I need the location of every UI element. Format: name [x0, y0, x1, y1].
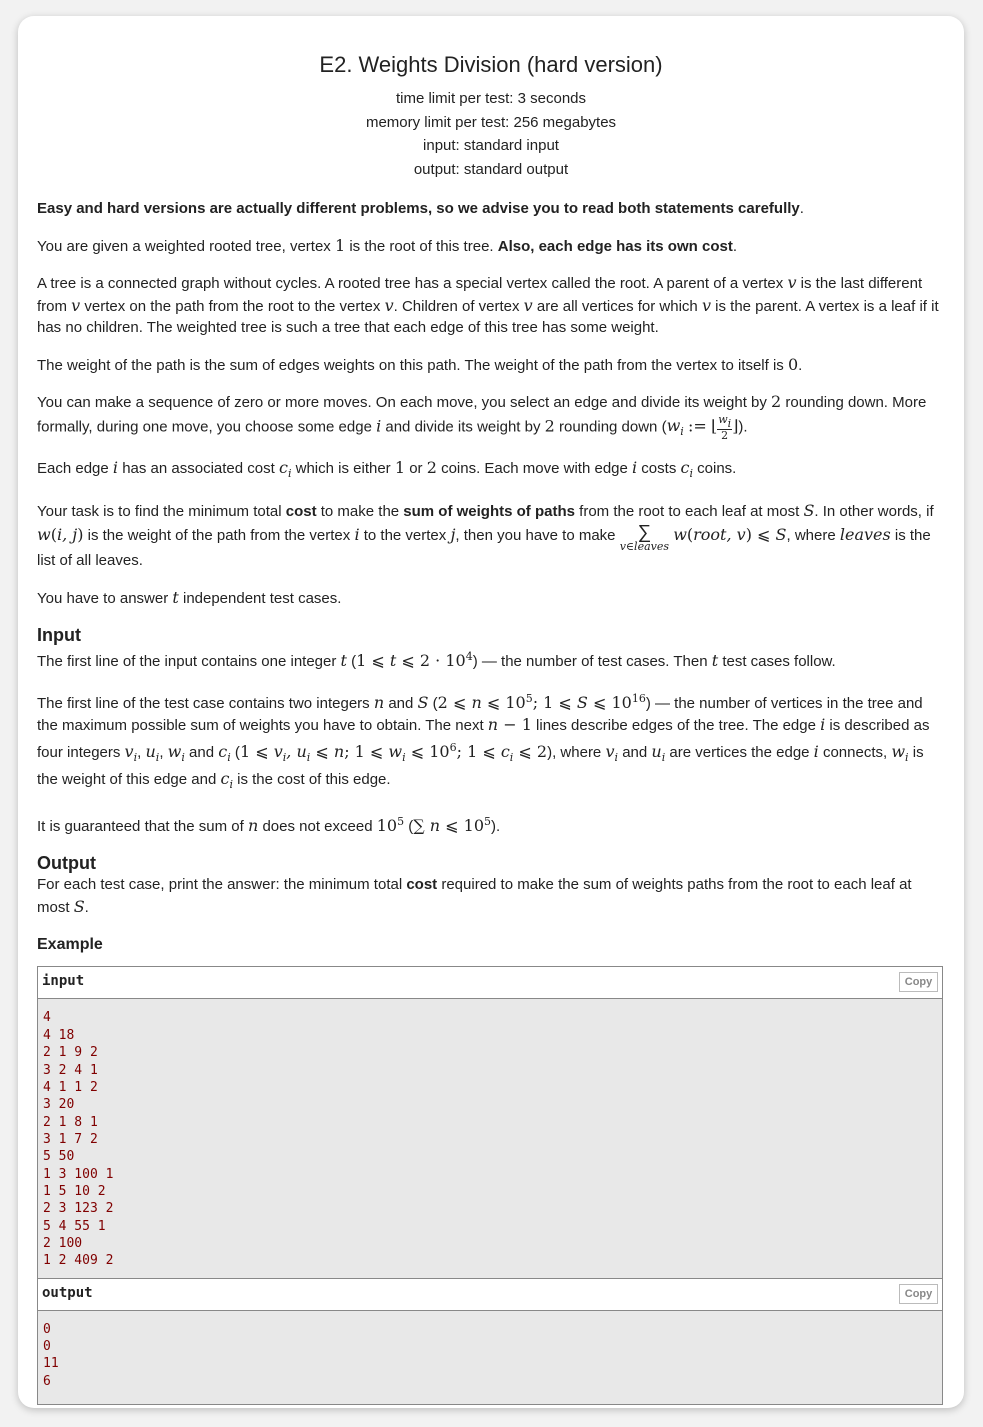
example-heading: Example [37, 936, 103, 954]
input-paragraph-3: It is guaranteed that the sum of n does not exceed $10^5$ (∑ n ⩽ $10^5$). [37, 814, 501, 835]
statement-paragraph-6: Your task is to find the minimum total cost to make the sum of weights of paths from the root to each leaf at most S. In other words, if w(i, j) is the weight of the path from the vertex i to the vertex j, then you have to make ∑ v∈leaves w(root, v) ⩽ S, where leaves is the list of all leaves. [37, 500, 934, 570]
sample-output-text[interactable]: 0 0 11 6 [38, 1311, 942, 1404]
statement-paragraph-3: The weight of the path is the sum of edges weights on this path. The weight of the path from the vertex to itself is 0. [37, 354, 803, 374]
input-paragraph-2: The first line of the test case contains two integers n and S (2 ⩽ n ⩽ $10^5$; 1 ⩽ S ⩽ $10^{16}$) — the number of vertices in the tree and the maximum possible sum of weights you have to obtain. The next n − 1 lines describe edges of the tree. The edge i is described as four integers $v_i$, $u_i$, $w_i$ and $c_i$ (1 ⩽ $v_i$, $u_i$ ⩽ n; 1 ⩽ $w_i$ ⩽ $10^6$; 1 ⩽ $c_i$ ⩽ 2), where $v_i$ and $u_i$ are vertices the edge i connects, $w_i$ is the weight of this edge and $c_i$ is the cost of this edge. [37, 691, 930, 792]
output-file: output: standard output [413, 160, 569, 178]
output-paragraph: For each test case, print the answer: the minimum total cost required to make the sum of weights paths from the root to each leaf at most S. [37, 876, 912, 916]
input-paragraph-1: The first line of the input contains one integer t (1 ⩽ t ⩽ $2 \cdot 10^4$) — the number of test cases. Then t test cases follow. [37, 650, 836, 671]
copy-output-button[interactable]: Copy [899, 1284, 938, 1304]
memory-limit: memory limit per test: 256 megabytes [365, 113, 617, 131]
problem-title: E2. Weights Division (hard version) [319, 52, 663, 77]
statement-paragraph-4: You can make a sequence of zero or more moves. On each move, you select an edge and divide its weight by 2 rounding down. More formally, during one move, you choose some edge i and divide its weight by 2 rounding down ($w_i$ := ⌊ $\frac{w_i}{2}$ ⌋). [37, 392, 927, 442]
sample-test [37, 966, 943, 1405]
statement-note: Easy and hard versions are actually different problems, so we advise you to read both statements carefully. [37, 200, 804, 217]
input-heading: Input [37, 625, 81, 646]
output-heading: Output [37, 853, 96, 874]
input-file: input: standard input [423, 137, 559, 154]
sample-output-label: output [42, 1284, 93, 1301]
statement-paragraph-1: You are given a weighted rooted tree, vertex 1 is the root of this tree. Also, each edge has its own cost. [37, 235, 737, 255]
statement-paragraph-2: A tree is a connected graph without cycles. A rooted tree has a special vertex called the root. A parent of a vertex v is the last different from v vertex on the path from the root to the vertex v. Children of vertex v are all vertices for which v is the parent. A vertex is a leaf if it has no children. The weighted tree is such a tree that each edge of this tree has some weight. [37, 273, 939, 336]
sample-input-label: input [42, 973, 85, 990]
statement-paragraph-7: You have to answer t independent test cases. [37, 587, 342, 607]
copy-input-button[interactable]: Copy [899, 972, 938, 992]
sample-input-text[interactable]: 4 4 18 2 1 9 2 3 2 4 1 4 1 1 2 3 20 2 1 8 1 3 1 7 2 5 50 1 3 100 1 1 5 10 2 2 3 123 2 5 4 55 1 2 100 1 2 409 2 [38, 999, 942, 1277]
statement-paragraph-5: Each edge i has an associated cost $c_i$ which is either 1 or 2 coins. Each move with edge i costs $c_i$ coins. [37, 458, 737, 481]
time-limit: time limit per test: 3 seconds [395, 90, 587, 107]
problem-meta [37, 87, 945, 181]
sample-output-title [38, 1278, 942, 1311]
sample-input-title [38, 967, 942, 999]
problem-statement-card [18, 16, 964, 1408]
